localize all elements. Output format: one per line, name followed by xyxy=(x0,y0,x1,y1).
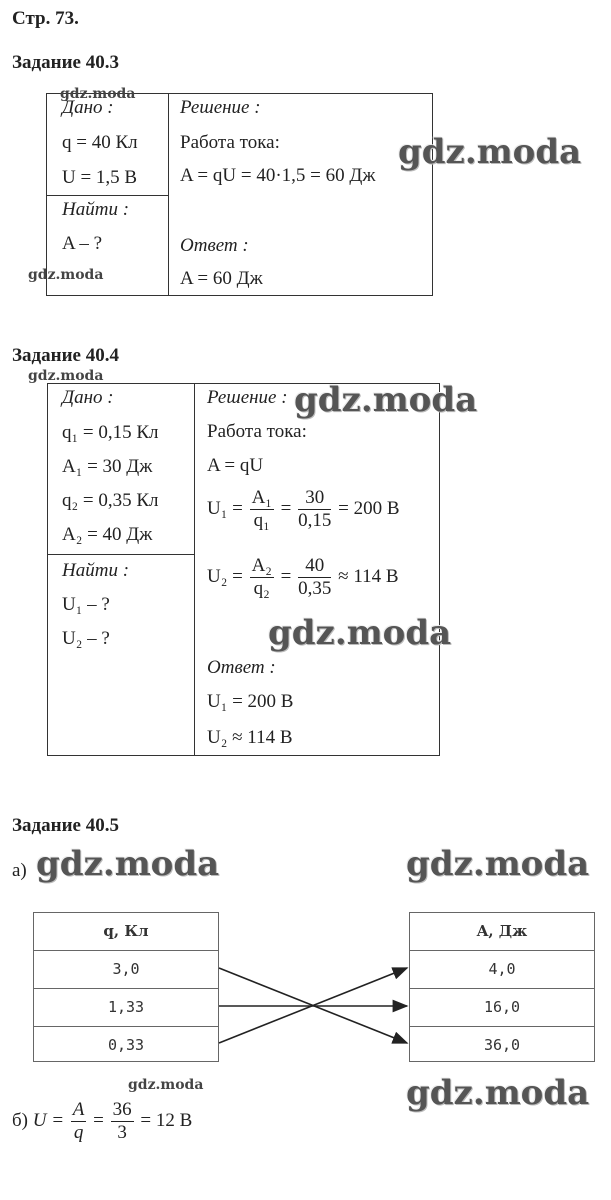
charge-table-cell: 1,33 xyxy=(34,989,218,1027)
task-40-5-part-a: а) xyxy=(12,860,27,881)
watermark-small: gdz.moda xyxy=(60,86,136,102)
charge-table-cell: 0,33 xyxy=(107,1036,145,1054)
task-40-4-A1: A₁ = 30 Дж xyxy=(62,456,153,477)
work-table-cell: 36,0 xyxy=(483,1036,521,1054)
watermark-large: gdz.moda xyxy=(294,380,478,420)
fraction: $\frac{\text{A₁}}{\text{q₁}}$ xyxy=(251,487,272,531)
work-table-cell: 16,0 xyxy=(410,989,594,1027)
task-40-5-title: Задание 40.5 xyxy=(12,815,119,836)
task-40-4-u1-equation: U₁ = $\frac{\text{A₁}}{\text{q₁}}$ = $\frac{30}{0,15}$ = 200 В xyxy=(207,487,400,531)
task-40-4-solution-label: Решение : xyxy=(207,387,288,408)
task-40-4-answer-2: U₂ ≈ 114 В xyxy=(207,727,293,748)
task-40-3-U: U = 1,5 В xyxy=(62,167,138,188)
charge-table-cell: 3,0 xyxy=(34,951,218,989)
task-40-3-title: Задание 40.3 xyxy=(12,52,119,73)
task-40-4-answer-label: Ответ : xyxy=(207,657,276,678)
watermark-large: gdz.moda xyxy=(398,132,582,172)
task-40-4-formula: A = qU xyxy=(207,455,264,476)
task-40-4-work: Работа тока: xyxy=(207,421,307,442)
task-40-3-work: Работа тока: xyxy=(180,132,280,153)
task-40-3-q: q = 40 Кл xyxy=(62,132,138,153)
charge-table-header: q, Кл xyxy=(34,913,218,951)
work-table-header: A, Дж xyxy=(410,913,594,951)
fraction: $\frac{\text{A₂}}{\text{q₂}}$ xyxy=(251,555,272,599)
task-40-4-find-U1: U₁ – ? xyxy=(62,594,110,615)
task-40-3-find-label: Найти : xyxy=(62,199,130,220)
task-40-3-given-label: Дано : xyxy=(62,97,114,118)
task-40-3-answer: A = 60 Дж xyxy=(180,268,263,289)
task-40-5-part-b: б) U = $\frac{A}{q}$ = $\frac{36}{3}$ = 12 В xyxy=(12,1099,193,1143)
task-40-4-u2-equation: U₂ = $\frac{\text{A₂}}{\text{q₂}}$ = $\frac{40}{0,35}$ ≈ 114 В xyxy=(207,555,399,599)
watermark-large: gdz.moda xyxy=(406,1073,590,1113)
task-40-4-title: Задание 40.4 xyxy=(12,345,119,366)
watermark-large: gdz.moda xyxy=(268,613,452,653)
task-40-4-q1: q₁ = 0,15 Кл xyxy=(62,422,159,443)
watermark-large: gdz.moda xyxy=(406,844,590,884)
task-40-4-answer-1: U₁ = 200 В xyxy=(207,691,294,712)
task-40-4-q2: q₂ = 0,35 Кл xyxy=(62,490,159,511)
task-40-4-find-U2: U₂ – ? xyxy=(62,628,110,649)
task-40-3-formula: A = qU = 40·1,5 = 60 Дж xyxy=(180,165,376,186)
watermark-small: gdz.moda xyxy=(28,267,104,283)
task-40-3-find-A: A – ? xyxy=(62,233,103,254)
task-40-3-solution-label: Решение : xyxy=(180,97,261,118)
task-40-4-A2: A₂ = 40 Дж xyxy=(62,524,153,545)
fraction: $\frac{A}{q}$ xyxy=(72,1099,85,1143)
page-label: Стр. 73. xyxy=(12,8,79,29)
fraction: $\frac{40}{0,35}$ xyxy=(298,555,332,599)
task-40-4-given-label: Дано : xyxy=(62,387,114,408)
fraction: $\frac{36}{3}$ xyxy=(112,1099,132,1143)
watermark-large: gdz.moda xyxy=(36,844,220,884)
work-table-cell: 4,0 xyxy=(410,951,594,989)
task-40-3-answer-label: Ответ : xyxy=(180,235,249,256)
task-40-4-find-label: Найти : xyxy=(62,560,130,581)
watermark-small: gdz.moda xyxy=(28,368,104,384)
watermark-small: gdz.moda xyxy=(128,1077,204,1093)
fraction: $\frac{30}{0,15}$ xyxy=(298,487,332,531)
